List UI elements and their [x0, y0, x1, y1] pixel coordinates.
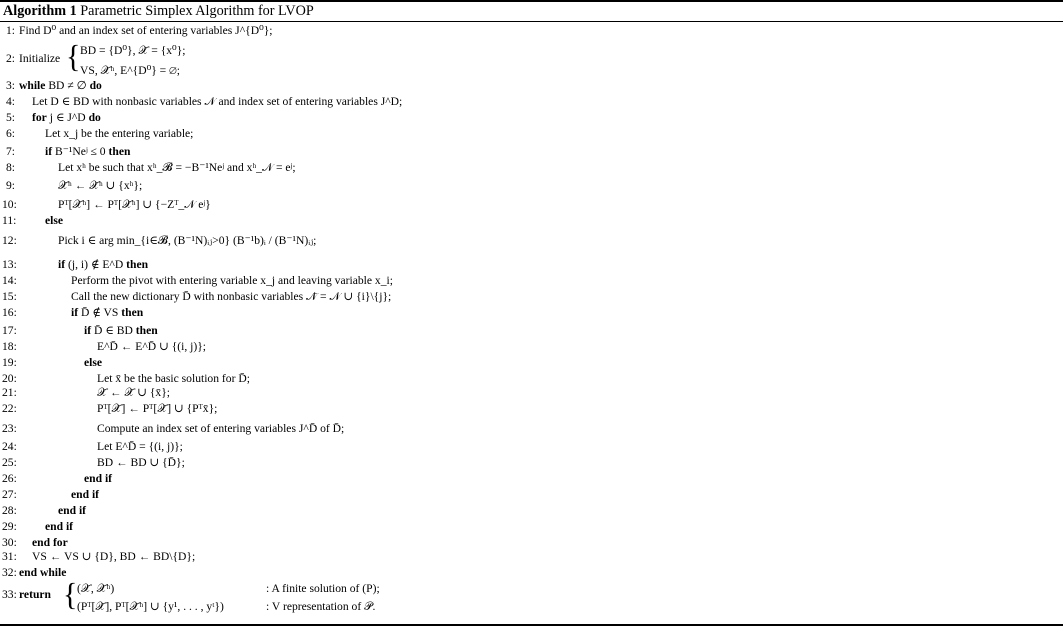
line-number: 12 :: [2, 234, 15, 248]
keyword: then: [126, 258, 149, 271]
keyword: end while: [19, 566, 67, 579]
line-number: 22 :: [2, 402, 15, 416]
line-content: [58, 198, 211, 212]
line-number: 18 :: [2, 340, 15, 354]
statement-text: Let x_j be the entering variable;: [45, 127, 194, 140]
statement-text: BD ≠ ∅: [48, 79, 87, 92]
line-content: [84, 324, 158, 338]
statement-text: j ∈ J^D: [49, 111, 86, 124]
line-number: 23 :: [2, 422, 15, 436]
line-number: 25 :: [2, 456, 15, 470]
statement-text: D̄ ∉ VS: [81, 306, 119, 319]
init-assignment: BD = {D⁰}, 𝒳̄ = {x⁰};: [80, 44, 186, 57]
line-number: 11 :: [2, 214, 15, 228]
keyword: do: [89, 79, 102, 92]
statement-text: Let x̄ be the basic solution for D̄;: [97, 372, 250, 385]
keyword: end for: [32, 536, 68, 549]
line-number: 6 :: [2, 127, 15, 141]
line-number: 19 :: [2, 356, 15, 370]
line-number: 3 :: [2, 79, 15, 93]
keyword: end if: [58, 504, 87, 517]
keyword: end if: [84, 472, 113, 485]
bottom-rule: [0, 624, 1063, 626]
line-content: [45, 214, 63, 228]
line-number: 33 :: [2, 588, 15, 602]
keyword: while: [19, 79, 46, 92]
line-number: 28 :: [2, 504, 15, 518]
keyword: for: [32, 111, 47, 124]
line-content: [97, 402, 217, 416]
statement-text: E^D̄ ← E^D̄ ∪ {(i, j)};: [97, 340, 207, 353]
line-number: 26 :: [2, 472, 15, 486]
keyword: return: [19, 588, 51, 601]
line-content: [19, 566, 66, 580]
keyword: end if: [71, 488, 100, 501]
line-content: [32, 550, 195, 564]
statement-text: BD ← BD ∪ {D̄};: [97, 456, 185, 469]
line-content: [97, 340, 206, 354]
return-description: : V representation of 𝒫.: [266, 600, 376, 613]
statement-text: Let xʰ be such that xʰ_𝓑 = −B⁻¹Neʲ and xʰ_𝒩 = eʲ;: [58, 161, 296, 174]
statement-text: Pᵀ[𝒳̄ʰ] ← Pᵀ[𝒳̄ʰ] ∪ {−Zᵀ_𝒩 eʲ}: [58, 198, 211, 211]
line-content: [84, 356, 102, 370]
line-content: [97, 372, 250, 386]
statement-text: Perform the pivot with entering variable x_j and leaving variable x_i;: [71, 274, 393, 287]
line-number: 14 :: [2, 274, 15, 288]
line-content: [19, 588, 51, 602]
keyword: else: [45, 214, 64, 227]
line-content: [32, 536, 68, 550]
line-content: [19, 52, 60, 66]
statement-text: VS ← VS ∪ {D}, BD ← BD\{D};: [32, 550, 196, 563]
algorithm-title: Parametric Simplex Algorithm for LVOP: [80, 3, 314, 19]
return-value: (𝒳̄, 𝒳̄ʰ): [77, 582, 115, 595]
statement-text: Compute an index set of entering variables J^D̄ of D̄;: [97, 422, 345, 435]
line-number: 15 :: [2, 290, 15, 304]
line-content: [45, 520, 73, 534]
init-brace: {: [66, 39, 81, 75]
keyword: if: [45, 145, 53, 158]
line-content: [97, 422, 344, 436]
line-number: 16 :: [2, 306, 15, 320]
line-content: [58, 179, 142, 193]
line-number: 13 :: [2, 258, 15, 272]
line-content: [19, 79, 102, 93]
line-number: 27 :: [2, 488, 15, 502]
line-number: 32 :: [2, 566, 15, 580]
statement-text: Pick i ∈ arg min_{i∈𝓑, (B⁻¹N)ᵢⱼ>0} (B⁻¹b)ᵢ / (B⁻¹N)ᵢⱼ;: [58, 234, 317, 247]
init-assignment: VS, 𝒳̄ʰ, E^{D⁰} = ∅;: [80, 64, 181, 77]
line-number: 1 :: [2, 24, 15, 38]
top-rule: [0, 0, 1063, 2]
line-number: 20 :: [2, 372, 15, 386]
line-content: [71, 488, 99, 502]
line-number: 9 :: [2, 179, 15, 193]
line-content: [97, 440, 183, 454]
line-content: [58, 258, 148, 272]
line-number: 21 :: [2, 386, 15, 400]
line-content: [71, 290, 391, 304]
line-content: [45, 127, 193, 141]
line-number: 17 :: [2, 324, 15, 338]
algorithm-caption: [3, 3, 314, 20]
line-number: 7 :: [2, 145, 15, 159]
statement-text: Let D ∈ BD with nonbasic variables 𝒩 and index set of entering variables J^D;: [32, 95, 403, 108]
algorithm-label: Algorithm 1: [3, 3, 77, 19]
keyword: then: [121, 306, 144, 319]
statement-text: B⁻¹Neʲ ≤ 0: [55, 145, 106, 158]
line-number: 30 :: [2, 536, 15, 550]
statement-text: Pᵀ[𝒳̄] ← Pᵀ[𝒳̄] ∪ {Pᵀx̄};: [97, 402, 218, 415]
line-content: [97, 456, 185, 470]
line-content: [32, 95, 402, 109]
line-content: [58, 161, 296, 175]
statement-text: 𝒳̄ ← 𝒳̄ ∪ {x̄};: [97, 386, 170, 399]
line-number: 10 :: [2, 198, 15, 212]
statement-text: 𝒳̄ʰ ← 𝒳̄ʰ ∪ {xʰ};: [58, 179, 143, 192]
line-content: [19, 24, 273, 38]
line-content: [97, 386, 170, 400]
line-content: [71, 274, 393, 288]
statement-text: Find D⁰ and an index set of entering variables J^{D⁰};: [19, 24, 273, 37]
keyword: if: [58, 258, 66, 271]
statement-text: Call the new dictionary D̄ with nonbasic variables 𝒩̄ = 𝒩 ∪ {i}\{j};: [71, 290, 392, 303]
keyword: if: [71, 306, 79, 319]
return-description: : A finite solution of (P);: [266, 582, 380, 595]
line-number: 29 :: [2, 520, 15, 534]
line-number: 24 :: [2, 440, 15, 454]
line-content: [58, 504, 86, 518]
line-content: [45, 145, 130, 159]
line-number: 31 :: [2, 550, 15, 564]
line-content: [58, 234, 316, 248]
keyword: end if: [45, 520, 74, 533]
line-number: 8 :: [2, 161, 15, 175]
line-content: [71, 306, 143, 320]
caption-rule: [0, 21, 1063, 22]
line-content: [84, 472, 112, 486]
keyword: then: [108, 145, 131, 158]
statement-text: Initialize: [19, 52, 61, 65]
line-number: 2 :: [2, 52, 15, 66]
return-brace: {: [63, 577, 78, 613]
keyword: else: [84, 356, 103, 369]
keyword: do: [88, 111, 101, 124]
statement-text: D̄ ∈ BD: [94, 324, 133, 337]
line-number: 4 :: [2, 95, 15, 109]
line-number: 5 :: [2, 111, 15, 125]
return-value: (Pᵀ[𝒳̄], Pᵀ[𝒳̄ʰ] ∪ {y¹, . . . , yᵗ}): [77, 600, 224, 613]
statement-text: Let E^D̄ = {(i, j)};: [97, 440, 183, 453]
keyword: then: [135, 324, 158, 337]
statement-text: (j, i) ∉ E^D: [68, 258, 124, 271]
keyword: if: [84, 324, 92, 337]
line-content: [32, 111, 101, 125]
